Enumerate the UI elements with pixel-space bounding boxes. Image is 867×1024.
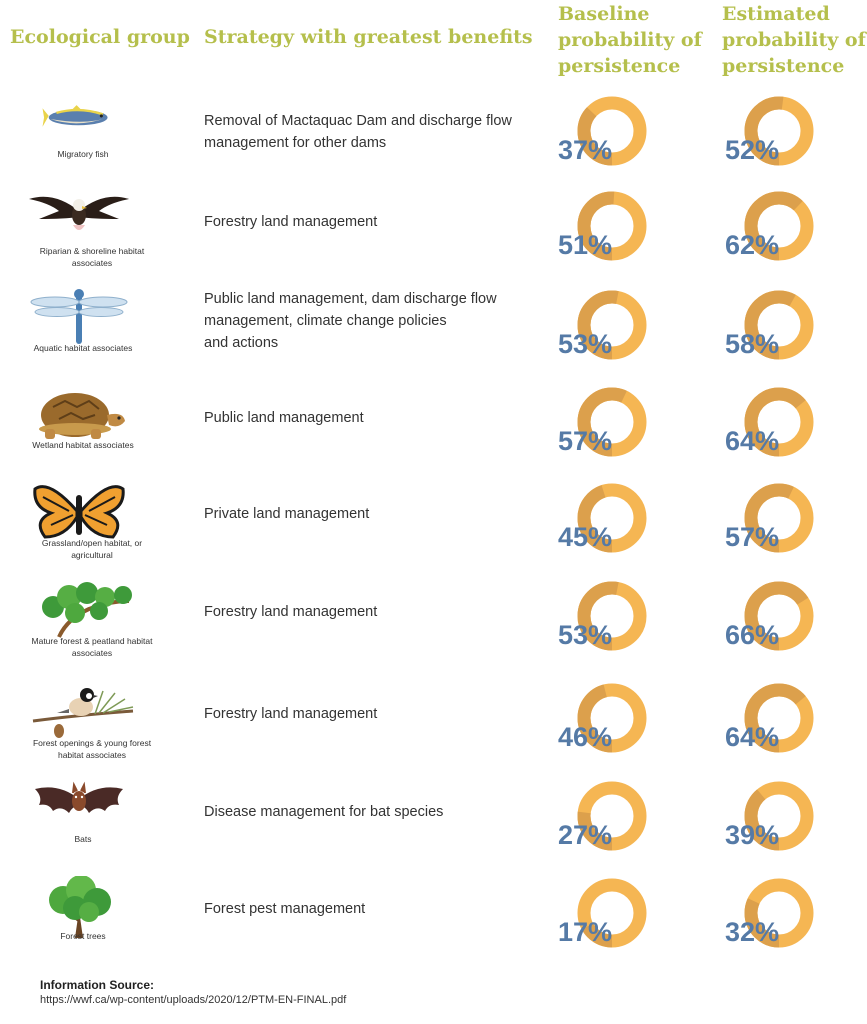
source-title: Information Source: xyxy=(40,978,155,992)
baseline-donut-label: 37% xyxy=(558,135,613,165)
strategy-line: Forestry land management xyxy=(204,214,378,230)
strategy-line: Disease management for bat species xyxy=(204,804,444,820)
tree-icon xyxy=(22,876,142,938)
estimated-donut-label: 52% xyxy=(725,135,780,165)
estimated-donut xyxy=(723,879,823,959)
strategy-line: Public land management xyxy=(204,410,364,426)
baseline-donut-label: 17% xyxy=(558,917,613,947)
baseline-donut xyxy=(556,782,656,862)
ecological-group-label: Grassland/open habitat, or agricultural xyxy=(41,538,143,560)
strategy-text xyxy=(204,407,524,429)
table-row xyxy=(0,292,867,388)
ecological-group-label: Forest trees xyxy=(60,931,106,941)
baseline-donut xyxy=(556,97,656,177)
estimated-donut xyxy=(723,684,823,764)
strategy-text xyxy=(204,801,524,823)
ecological-group-label: Mature forest & peatland habitat associates xyxy=(31,636,153,658)
bat-icon xyxy=(22,779,142,841)
estimated-donut-label: 66% xyxy=(725,620,780,650)
strategy-text xyxy=(204,211,524,233)
ecological-group-label: Forest openings & young forest habitat associates xyxy=(32,738,152,760)
baseline-donut xyxy=(556,291,656,371)
ecological-group-label: Migratory fish xyxy=(57,149,109,159)
strategy-line: Forest pest management xyxy=(204,901,366,917)
estimated-donut-label: 39% xyxy=(725,820,780,850)
baseline-donut-label: 53% xyxy=(558,620,613,650)
tortoise-icon xyxy=(22,385,142,447)
estimated-donut-label: 64% xyxy=(725,722,780,752)
table-row xyxy=(0,193,867,289)
eagle-icon xyxy=(22,189,142,251)
tree-branch-icon xyxy=(22,579,142,641)
source-url: https://wwf.ca/wp-content/uploads/2020/12/PTM-EN-FINAL.pdf xyxy=(40,994,347,1006)
estimated-donut xyxy=(723,484,823,564)
table-row xyxy=(0,583,867,679)
estimated-donut xyxy=(723,291,823,371)
ecological-group-label: Wetland habitat associates xyxy=(32,440,134,450)
strategy-line: Forestry land management xyxy=(204,604,378,620)
baseline-donut-label: 27% xyxy=(558,820,613,850)
estimated-donut-label: 64% xyxy=(725,426,780,456)
strategy-text xyxy=(204,503,524,525)
fish-icon xyxy=(22,102,142,150)
strategy-text xyxy=(204,898,524,920)
baseline-donut-label: 51% xyxy=(558,230,613,260)
header-baseline-probability: Baseline probability of persistence xyxy=(558,3,702,77)
baseline-donut xyxy=(556,192,656,272)
baseline-donut xyxy=(556,879,656,959)
strategy-text xyxy=(204,110,524,154)
strategy-line: Removal of Mactaquac Dam and discharge flow xyxy=(204,113,512,129)
baseline-donut-label: 45% xyxy=(558,522,613,552)
ecological-group-label: Riparian & shoreline habitat associates xyxy=(39,246,145,268)
estimated-donut xyxy=(723,192,823,272)
strategy-line: Public land management, dam discharge flow xyxy=(204,291,497,307)
ecological-group-label: Aquatic habitat associates xyxy=(33,343,133,353)
header-ecological-group: Ecological group xyxy=(10,26,190,48)
estimated-donut-label: 32% xyxy=(725,917,780,947)
strategy-text xyxy=(204,601,524,623)
ecological-group-label: Bats xyxy=(74,834,92,844)
estimated-donut xyxy=(723,582,823,662)
baseline-donut-label: 53% xyxy=(558,329,613,359)
table-row xyxy=(0,485,867,581)
baseline-donut xyxy=(556,484,656,564)
strategy-line: management, climate change policies xyxy=(204,313,447,329)
strategy-line: Forestry land management xyxy=(204,706,378,722)
estimated-donut xyxy=(723,782,823,862)
strategy-line: Private land management xyxy=(204,506,370,522)
estimated-donut-label: 62% xyxy=(725,230,780,260)
table-row xyxy=(0,685,867,781)
table-row xyxy=(0,98,867,194)
header-estimated-probability: Estimated probability of persistence xyxy=(722,3,866,77)
baseline-donut-label: 46% xyxy=(558,722,613,752)
baseline-donut-label: 57% xyxy=(558,426,613,456)
table-row xyxy=(0,880,867,976)
dragonfly-icon xyxy=(22,288,142,350)
chickadee-icon xyxy=(22,681,142,743)
butterfly-icon xyxy=(22,481,142,543)
baseline-donut xyxy=(556,684,656,764)
strategy-text xyxy=(204,703,524,725)
header-strategy: Strategy with greatest benefits xyxy=(204,26,533,48)
estimated-donut-label: 57% xyxy=(725,522,780,552)
baseline-donut xyxy=(556,388,656,468)
estimated-donut-label: 58% xyxy=(725,329,780,359)
strategy-text xyxy=(204,288,524,354)
estimated-donut xyxy=(723,97,823,177)
table-row xyxy=(0,389,867,485)
estimated-donut xyxy=(723,388,823,468)
table-row xyxy=(0,783,867,879)
strategy-line: and actions xyxy=(204,335,279,351)
strategy-line: management for other dams xyxy=(204,135,387,151)
baseline-donut xyxy=(556,582,656,662)
